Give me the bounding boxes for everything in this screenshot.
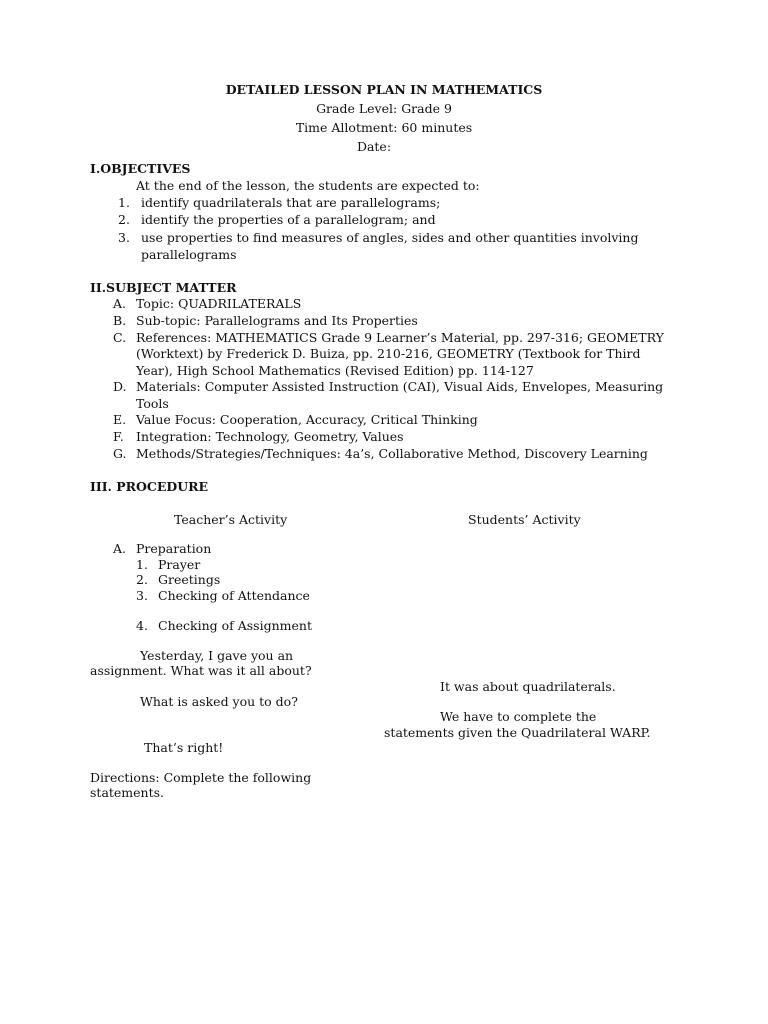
subject-marker: E. [113,412,127,427]
objective-marker: 1. [118,195,130,210]
subject-matter-heading: II.SUBJECT MATTER [90,280,237,295]
subject-item-continued: Tools [136,396,169,411]
objectives-heading: I.OBJECTIVES [90,161,191,176]
teacher-activity-header: Teacher’s Activity [174,512,288,527]
subject-item-continued: Year), High School Mathematics (Revised Edition) pp. 114-127 [136,363,534,378]
date-label: Date: [356,139,392,154]
subject-marker: D. [113,379,127,394]
objective-marker: 2. [118,212,130,227]
preparation-step-marker: 3. [136,588,148,603]
preparation-step: Prayer [158,557,201,572]
teacher-question: Yesterday, I gave you an [140,648,294,663]
document-title: DETAILED LESSON PLAN IN MATHEMATICS [225,82,543,97]
objectives-intro: At the end of the lesson, the students are expected to: [136,178,480,193]
objective-marker: 3. [118,230,130,245]
objective-item: use properties to find measures of angles, sides and other quantities involving [141,230,639,245]
document-header [200,80,568,156]
procedure-heading: III. PROCEDURE [90,479,209,494]
objective-item: identify quadrilaterals that are parallelograms; [141,195,441,210]
subject-item: Value Focus: Cooperation, Accuracy, Critical Thinking [136,412,478,427]
subject-marker: C. [113,330,127,345]
subject-item: References: MATHEMATICS Grade 9 Learner’s Material, pp. 297-316; GEOMETRY [136,330,664,345]
subject-marker: G. [113,446,127,461]
teacher-question-continued: assignment. What was it all about? [90,663,312,678]
directions-text-continued: statements. [90,785,165,800]
objective-item-continued: parallelograms [141,247,237,262]
student-activity-header: Students’ Activity [468,512,581,527]
grade-level: Grade Level: Grade 9 [316,101,452,116]
preparation-label: Preparation [136,541,212,556]
student-answer-continued: statements given the Quadrilateral WARP. [384,725,651,740]
subject-item: Sub-topic: Parallelograms and Its Properties [136,313,418,328]
objective-item: identify the properties of a parallelogram; and [141,212,436,227]
time-allotment: Time Allotment: 60 minutes [295,120,473,135]
preparation-marker: A. [113,541,127,556]
subject-marker: F. [113,429,124,444]
preparation-step-marker: 4. [136,618,148,633]
subject-item-continued: (Worktext) by Frederick D. Buiza, pp. 210-216, GEOMETRY (Textbook for Third [136,346,641,361]
directions-text: Directions: Complete the following [90,770,312,785]
subject-item: Methods/Strategies/Techniques: 4a’s, Collaborative Method, Discovery Learning [136,446,648,461]
preparation-step: Checking of Attendance [158,588,310,603]
subject-marker: A. [113,296,127,311]
subject-item: Topic: QUADRILATERALS [136,296,302,311]
subject-item: Integration: Technology, Geometry, Values [136,429,404,444]
preparation-step-marker: 2. [136,572,148,587]
subject-marker: B. [113,313,127,328]
teacher-question: What is asked you to do? [140,694,298,709]
student-answer: We have to complete the [440,709,597,724]
preparation-step: Greetings [158,572,221,587]
preparation-step-marker: 1. [136,557,148,572]
student-answer: It was about quadrilaterals. [440,679,616,694]
subject-item: Materials: Computer Assisted Instruction (CAI), Visual Aids, Envelopes, Measuring [136,379,664,394]
teacher-reply: That’s right! [144,740,224,755]
preparation-step: Checking of Assignment [158,618,312,633]
